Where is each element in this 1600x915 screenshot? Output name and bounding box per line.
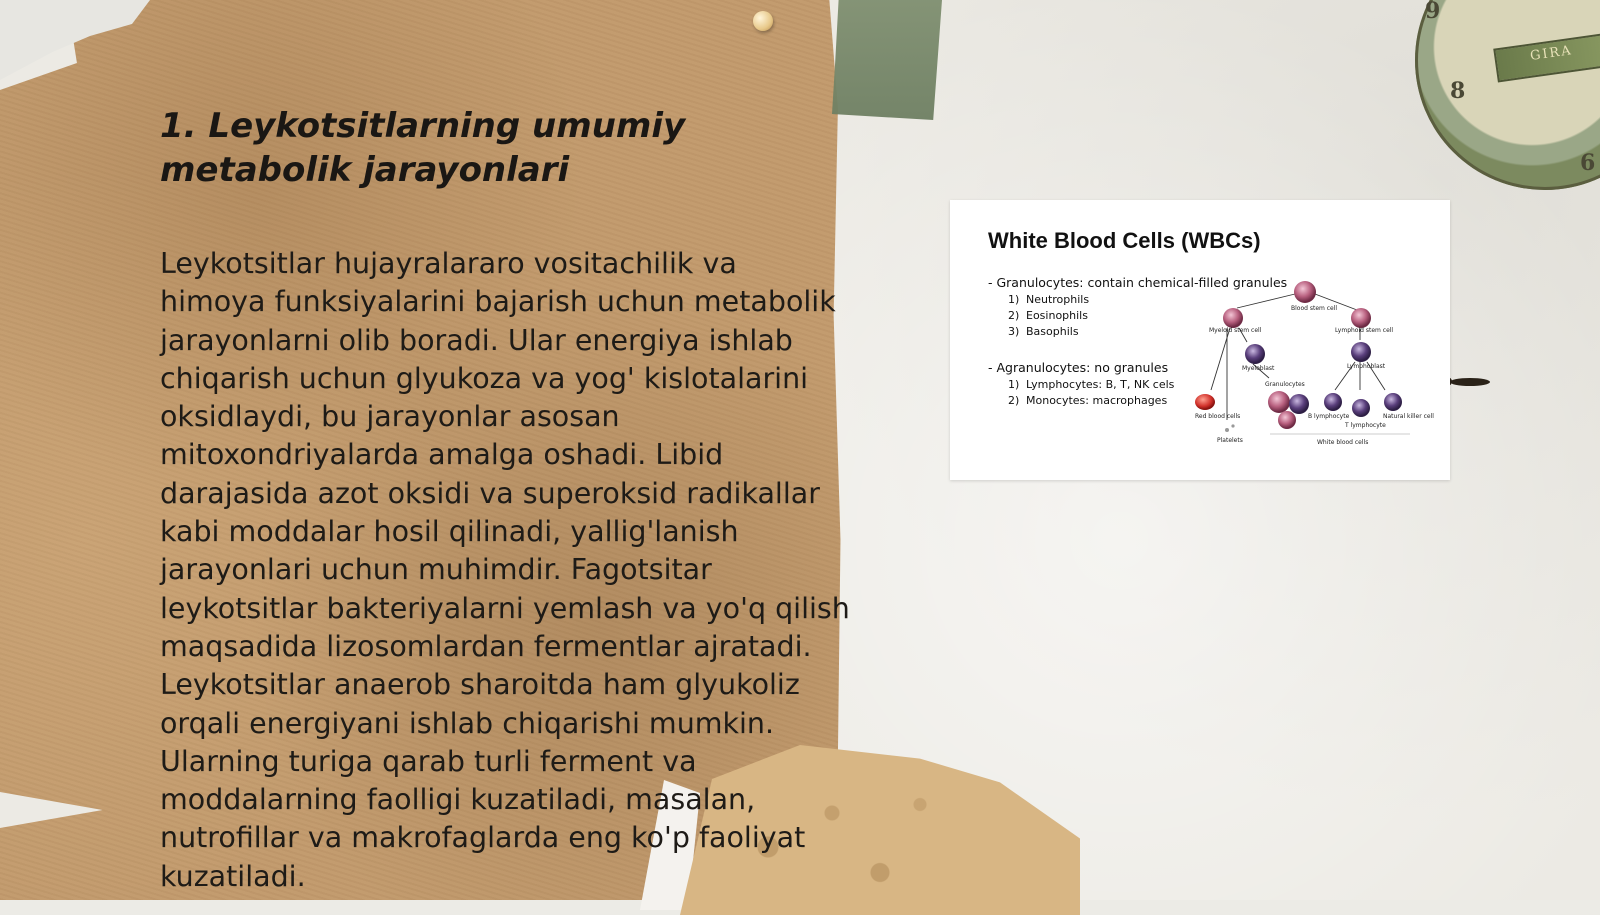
label-lymphoid-stem: Lymphoid stem cell xyxy=(1335,327,1394,334)
clock-number-9: 9 xyxy=(1425,0,1441,24)
blood-cell-lineage-diagram xyxy=(1195,280,1435,460)
blood-stem-cell xyxy=(1294,281,1316,303)
granulocyte-item xyxy=(1008,325,1079,338)
label-granulocytes: Granulocytes xyxy=(1265,381,1305,388)
list-label: Neutrophils xyxy=(1026,293,1090,306)
granulocytes-heading: - Granulocytes: contain chemical-filled granules xyxy=(988,275,1288,290)
figure-title: White Blood Cells (WBCs) xyxy=(988,228,1261,253)
list-label: Basophils xyxy=(1026,325,1079,338)
label-white-blood-cells: White blood cells xyxy=(1317,439,1369,446)
agranulocytes-heading: - Agranulocytes: no granules xyxy=(988,360,1169,375)
label-nk-cell: Natural killer cell xyxy=(1383,413,1434,420)
granulocyte-item xyxy=(1008,293,1089,306)
agranulocyte-item xyxy=(1008,378,1174,391)
myeloid-stem-cell xyxy=(1223,308,1243,328)
list-number: 1) xyxy=(1008,378,1020,391)
platelet xyxy=(1225,428,1229,432)
list-number: 1) xyxy=(1008,293,1020,306)
lymphoid-stem-cell xyxy=(1351,308,1371,328)
label-b-lymphocyte: B lymphocyte xyxy=(1308,413,1350,420)
platelet xyxy=(1231,424,1234,427)
myeloblast-cell xyxy=(1245,344,1265,364)
ink-splatter-streak xyxy=(1450,378,1490,386)
list-number: 2) xyxy=(1008,309,1020,322)
green-tape xyxy=(832,0,942,120)
slide-body-text: Leykotsitlar hujayralararo vositachilik va himoya funksiyalarini bajarish uchun metabolik jarayonlarni olib boradi. Ular energiya ishlab chiqarish uchun glyukoza va yog' kislotalarini oksidlaydi, bu jarayonlar asosan mitoxondriyalarda amalga oshadi. Libid darajasida azot oksidi va superoksid radikallar kabi moddalar hosil qilinadi, yallig'lanish jarayonlari uchun muhimdir. Fagotsitar leykotsitlar bakteriyalarni yemlash va yo'q qilish maqsadida lizosomlardan fermentlar ajratadi. Leykotsitlar anaerob sharoitda ham glyukoliz orqali energiyani ishlab chiqarishi mumkin. Ularning turiga qarab turli ferment va moddalarning faolligi kuzatiladi, masalan, nutrofillar va makrofaglarda eng ko'p faoliyat kuzatiladi. xyxy=(160,247,850,893)
list-label: Lymphocytes: B, T, NK cels xyxy=(1026,378,1175,391)
clock-number-6: 6 xyxy=(1580,150,1596,176)
granulocyte-item xyxy=(1008,309,1088,322)
label-red-blood: Red blood cells xyxy=(1195,413,1241,420)
clock-label-text: GIRA xyxy=(1529,43,1574,64)
label-blood-stem: Blood stem cell xyxy=(1291,305,1338,312)
lymphoblast-cell xyxy=(1351,342,1371,362)
label-myeloid-stem: Myeloid stem cell xyxy=(1209,327,1262,334)
list-label: Eosinophils xyxy=(1026,309,1088,322)
wbc-figure xyxy=(950,200,1450,480)
slide-title: 1. Leykotsitlarning umumiy metabolik jarayonlari xyxy=(160,106,686,190)
basophil-cell xyxy=(1289,394,1309,414)
label-platelets: Platelets xyxy=(1217,437,1243,444)
b-lymphocyte-cell xyxy=(1324,393,1342,411)
label-myeloblast: Myeloblast xyxy=(1242,365,1275,372)
label-lymphoblast: Lymphoblast xyxy=(1347,363,1386,370)
list-number: 3) xyxy=(1008,325,1020,338)
eosinophil-cell xyxy=(1278,411,1296,429)
label-t-lymphocyte: T lymphocyte xyxy=(1345,422,1386,429)
list-number: 2) xyxy=(1008,394,1020,407)
granulocyte-cell xyxy=(1268,391,1290,413)
red-blood-cell xyxy=(1195,394,1215,410)
t-lymphocyte-cell xyxy=(1352,399,1370,417)
push-pin xyxy=(753,11,773,31)
nk-cell xyxy=(1384,393,1402,411)
clock-number-8: 8 xyxy=(1450,78,1466,104)
agranulocyte-item xyxy=(1008,394,1167,407)
list-label: Monocytes: macrophages xyxy=(1026,394,1168,407)
